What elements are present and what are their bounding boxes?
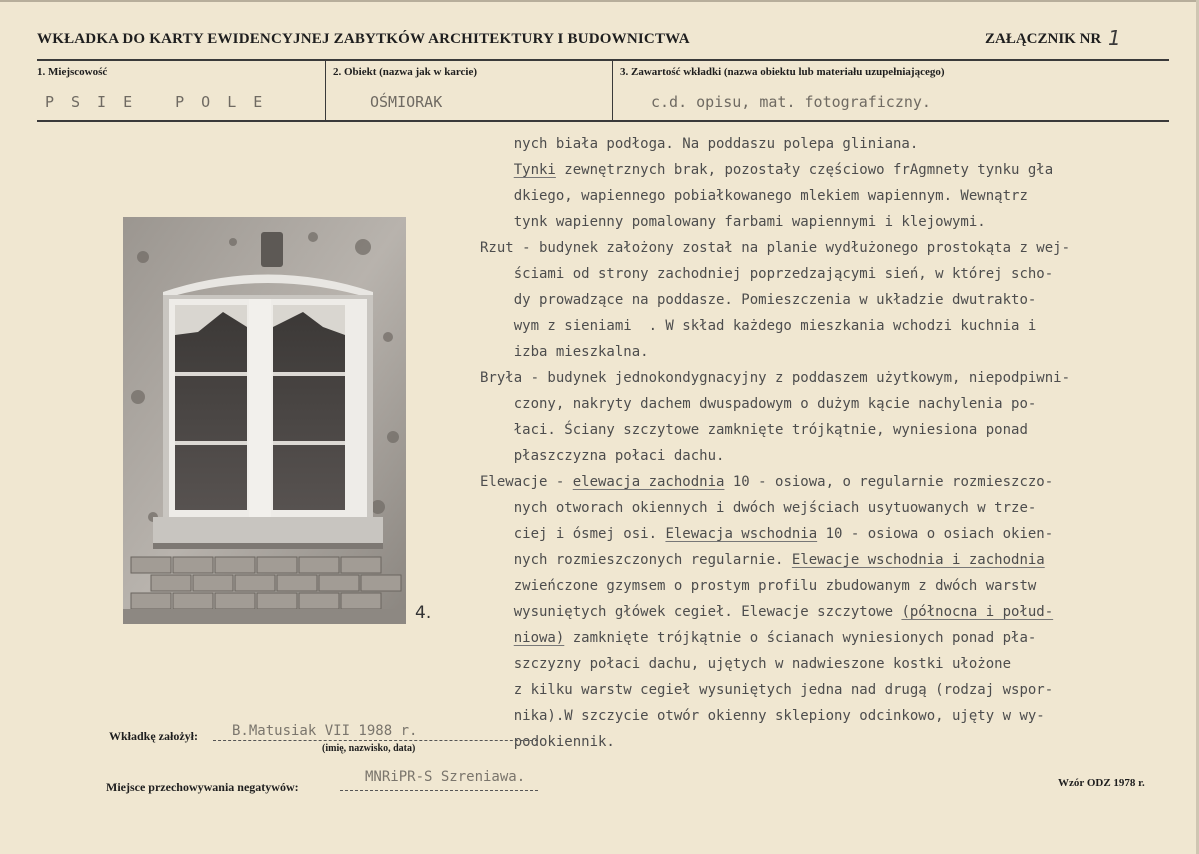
description-line: Elewacje - elewacja zachodnia 10 - osiowa, o regularnie rozmieszczo-: [480, 474, 1054, 490]
header-rule-bottom: [37, 120, 1169, 122]
description-line: wym z sieniami . W skład każdego mieszkania wchodzi kuchnia i: [480, 318, 1037, 334]
description-line: nych rozmieszczonych regularnie. Elewacje wschodnia i zachodnia: [480, 552, 1045, 568]
author-caption: (imię, nazwisko, data): [322, 743, 416, 754]
annex-number: 1: [1108, 26, 1121, 50]
form-model: Wzór ODZ 1978 r.: [1058, 777, 1145, 789]
negatives-dotted-line: [340, 790, 538, 791]
underlined-phrase: Elewacje wschodnia i zachodnia: [791, 552, 1045, 568]
photo-number: 4.: [415, 603, 432, 623]
contents-value: c.d. opisu, mat. fotograficzny.: [651, 93, 931, 111]
author-dotted-line: [213, 740, 538, 741]
contents-label: 3. Zawartość wkładki (nazwa obiektu lub materiału uzupełniającego): [620, 66, 945, 78]
description-line: dy prowadzące na poddasze. Pomieszczenia w układzie dwutrakto-: [480, 292, 1037, 308]
description-line: dkiego, wapiennego pobiałkowanego mlekiem wapiennym. Wewnątrz: [480, 188, 1028, 204]
description-line: niowa) zamknięte trójkątnie o ścianach wyniesionych ponad pła-: [513, 630, 1037, 646]
window-photo: [123, 217, 406, 624]
underlined-phrase: (północna i połud-: [901, 604, 1054, 620]
description-line: Tynki zewnętrznych brak, pozostały częściowo frAgmnety tynku gła: [513, 162, 1054, 178]
description-line: nych biała podłoga. Na poddaszu polepa gliniana.: [480, 136, 919, 152]
negatives-value: MNRiPR-S Szreniawa.: [365, 769, 526, 785]
underlined-phrase: Elewacja wschodnia: [665, 526, 818, 542]
column-divider-2: [612, 61, 613, 120]
description-line: z kilku warstw cegieł wysuniętych jedna nad drugą (rodzaj wspor-: [480, 682, 1054, 698]
description-line: Rzut - budynek założony został na planie wydłużonego prostokąta z wej-: [480, 240, 1071, 256]
author-value: B.Matusiak VII 1988 r.: [232, 723, 418, 739]
description-line: ściami od strony zachodniej poprzedzającymi sień, w której scho-: [480, 266, 1054, 282]
header-rule-top: [37, 59, 1169, 61]
description-line: czony, nakryty dachem dwuspadowym o dużym kącie nachylenia po-: [480, 396, 1037, 412]
form-title: WKŁADKA DO KARTY EWIDENCYJNEJ ZABYTKÓW ARCHITEKTURY I BUDOWNICTWA: [37, 31, 690, 47]
description-line: Bryła - budynek jednokondygnacyjny z poddaszem użytkowym, niepodpiwni-: [480, 370, 1071, 386]
description-line: nych otworach okiennych i dwóch wejściach usytuowanych w trze-: [480, 500, 1037, 516]
description-line: zwieńczone gzymsem o prostym profilu zbudowanym z dwóch warstw: [480, 578, 1037, 594]
description-line: izba mieszkalna.: [480, 344, 649, 360]
description-line: nika).W szczycie otwór okienny sklepiony odcinkowo, ujęty w wy-: [480, 708, 1045, 724]
description-line: ciej i ósmej osi. Elewacja wschodnia 10 - osiowa o osiach okien-: [480, 526, 1054, 542]
description-line: płaszczyzna połaci dachu.: [480, 448, 725, 464]
description-line: podokiennik.: [480, 734, 615, 750]
column-divider-1: [325, 61, 326, 120]
locality-value: PSIE POLE: [45, 93, 280, 111]
window-photo-image: [123, 217, 406, 624]
underlined-phrase: Tynki: [513, 162, 556, 178]
annex-label: ZAŁĄCZNIK NR: [985, 31, 1102, 47]
negatives-label: Miejsce przechowywania negatywów:: [106, 780, 299, 794]
underlined-phrase: niowa): [513, 630, 565, 646]
author-label: Wkładkę założył:: [109, 729, 198, 743]
top-border: [0, 0, 1199, 2]
underlined-phrase: elewacja zachodnia: [572, 474, 725, 490]
description-line: szczyzny połaci dachu, ujętych w nadwieszone kostki ułożone: [480, 656, 1012, 672]
object-value: OŚMIORAK: [370, 93, 443, 111]
locality-label: 1. Miejscowość: [37, 66, 108, 78]
object-label: 2. Obiekt (nazwa jak w karcie): [333, 66, 478, 78]
description-line: tynk wapienny pomalowany farbami wapiennymi i klejowymi.: [480, 214, 986, 230]
description-line: wysuniętych główek cegieł. Elewacje szczytowe (północna i połud-: [480, 604, 1054, 620]
description-line: łaci. Ściany szczytowe zamknięte trójkątnie, wyniesiona ponad: [480, 422, 1028, 438]
